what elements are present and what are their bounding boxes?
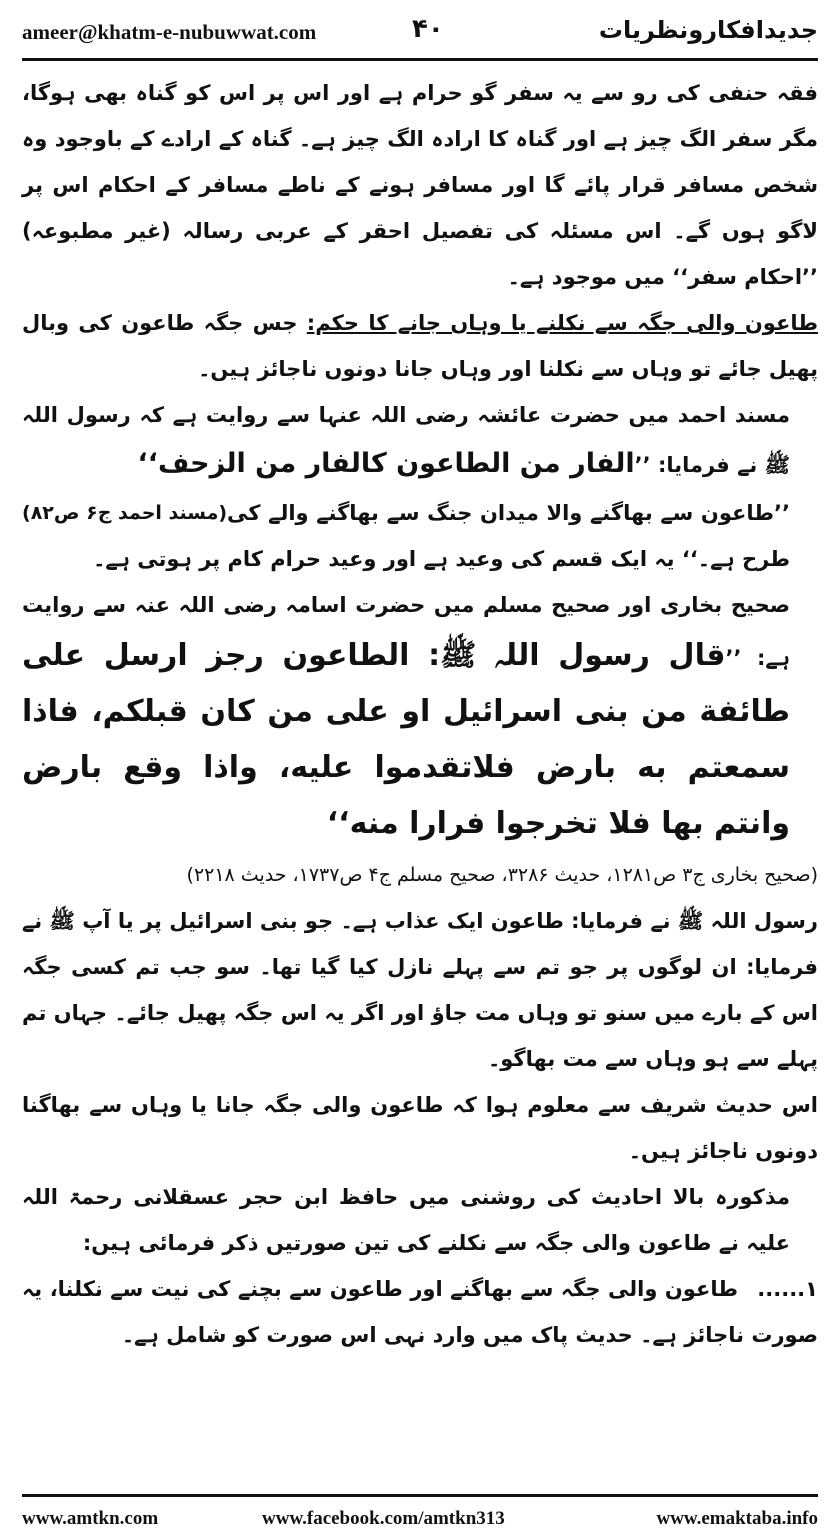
paragraph-1: فقہ حنفی کی رو سے یہ سفر گو حرام ہے اور اس پر اس کو گناہ بھی ہوگا، مگر سفر الگ چیز ہے اور گناہ کا ارادہ الگ چیز ہے۔ گناہ کے ارادے کے باوجود وہ شخص مسافر قرار پائے گا اور مسافر ہونے کے ناطے مسافر کے احکام اس پر لاگو ہوں گے۔ اس مسئلہ کی تفصیل احقر کے عربی رسالہ (غیر مطبوعہ) ’’احکام سفر‘‘ میں موجود ہے۔: [22, 81, 818, 289]
page-number: ۴۰: [412, 14, 444, 44]
paragraph-6: رسول اللہ ﷺ نے فرمایا: طاعون ایک عذاب ہے۔ جو بنی اسرائیل پر یا آپ ﷺ نے فرمایا: ان لوگوں پر جو تم سے پہلے نازل کیا گیا تھا۔ سو جب تم کسی جگہ اس کے بارے میں سنو تو وہاں مت جاؤ اور اگر یہ اس جگہ پھیل جائے۔ جہاں تم پہلے سے ہو وہاں سے مت بھاگو۔: [22, 909, 818, 1071]
page-header: [0, 0, 840, 64]
paragraph-2: [22, 300, 818, 392]
list-item-text: طاعون والی جگہ سے بھاگنے اور طاعون سے بچنے کی نیت سے نکلنا، یہ صورت ناجائز ہے۔ حدیث پاک میں وارد نہی اس صورت کو شامل ہے۔: [22, 1277, 818, 1347]
footer-link-amtkn[interactable]: www.amtkn.com: [22, 1508, 159, 1529]
reference-2: (صحیح بخاری ج۳ ص۱۲۸۱، حدیث ۳۲۸۶، صحیح مسلم ج۴ ص۱۷۳۷، حدیث ۲۲۱۸): [186, 864, 818, 886]
arabic-quote-2: قال رسول اللہ ﷺ: الطاعون رجز ارسل علی طائفة من بنی اسرائیل او علی من کان قبلکم، فاذا سمعتم به بارض فلاتقدموا علیه، واذا وقع بارض وانتم بها فلا تخرجوا فرارا منه‘‘: [22, 638, 790, 841]
reference-1: (مسند احمد ج۶ ص۸۲): [22, 502, 228, 524]
paragraph-8: مذکورہ بالا احادیث کی روشنی میں حافظ ابن حجر عسقلانی رحمۃ اللہ علیہ نے طاعون والی جگہ سے نکلنے کی تین صورتیں ذکر فرمائی ہیں:: [22, 1185, 790, 1255]
page-body: [22, 70, 818, 1486]
paragraph-3-text: مسند احمد میں حضرت عائشہ رضی اللہ عنہا سے روایت ہے کہ رسول اللہ ﷺ نے فرمایا: ’’: [22, 403, 790, 477]
paragraph-2-text: جس جگہ طاعون کی وبال پھیل جائے تو وہاں سے نکلنا اور وہاں جانا دونوں ناجائز ہیں۔: [22, 311, 818, 381]
header-email: ameer@khatm-e-nubuwwat.com: [22, 20, 317, 44]
paragraph-3: [22, 392, 818, 524]
header-rule: [22, 58, 818, 61]
footer-rule: [22, 1494, 818, 1497]
list-item-number: ۱......: [757, 1277, 818, 1301]
section-heading: طاعون والی جگہ سے نکلنے یا وہاں جانے کا حکم:: [306, 311, 818, 335]
paragraph-5: [22, 582, 818, 852]
footer-link-facebook[interactable]: www.facebook.com/amtkn313: [262, 1508, 505, 1529]
paragraph-5-text: صحیح بخاری اور صحیح مسلم میں حضرت اسامہ رضی اللہ عنہ سے روایت ہے: ’’: [22, 593, 790, 670]
page-footer: [0, 1504, 840, 1540]
book-title: جدیدافکارونظریات: [598, 16, 818, 44]
paragraph-7: اس حدیث شریف سے معلوم ہوا کہ طاعون والی جگہ جانا یا وہاں سے بھاگنا دونوں ناجائز ہیں۔: [22, 1093, 818, 1163]
list-item-1: [22, 1266, 818, 1358]
arabic-quote-1: الفار من الطاعون کالفار من الزحف‘‘: [137, 448, 635, 479]
paragraph-4: ’’طاعون سے بھاگنے والا میدان جنگ سے بھاگنے والے کی طرح ہے۔‘‘ یہ ایک قسم کی وعید ہے اور وعید حرام کام پر ہوتی ہے۔: [93, 501, 790, 571]
footer-link-emaktaba[interactable]: www.emaktaba.info: [656, 1508, 818, 1529]
